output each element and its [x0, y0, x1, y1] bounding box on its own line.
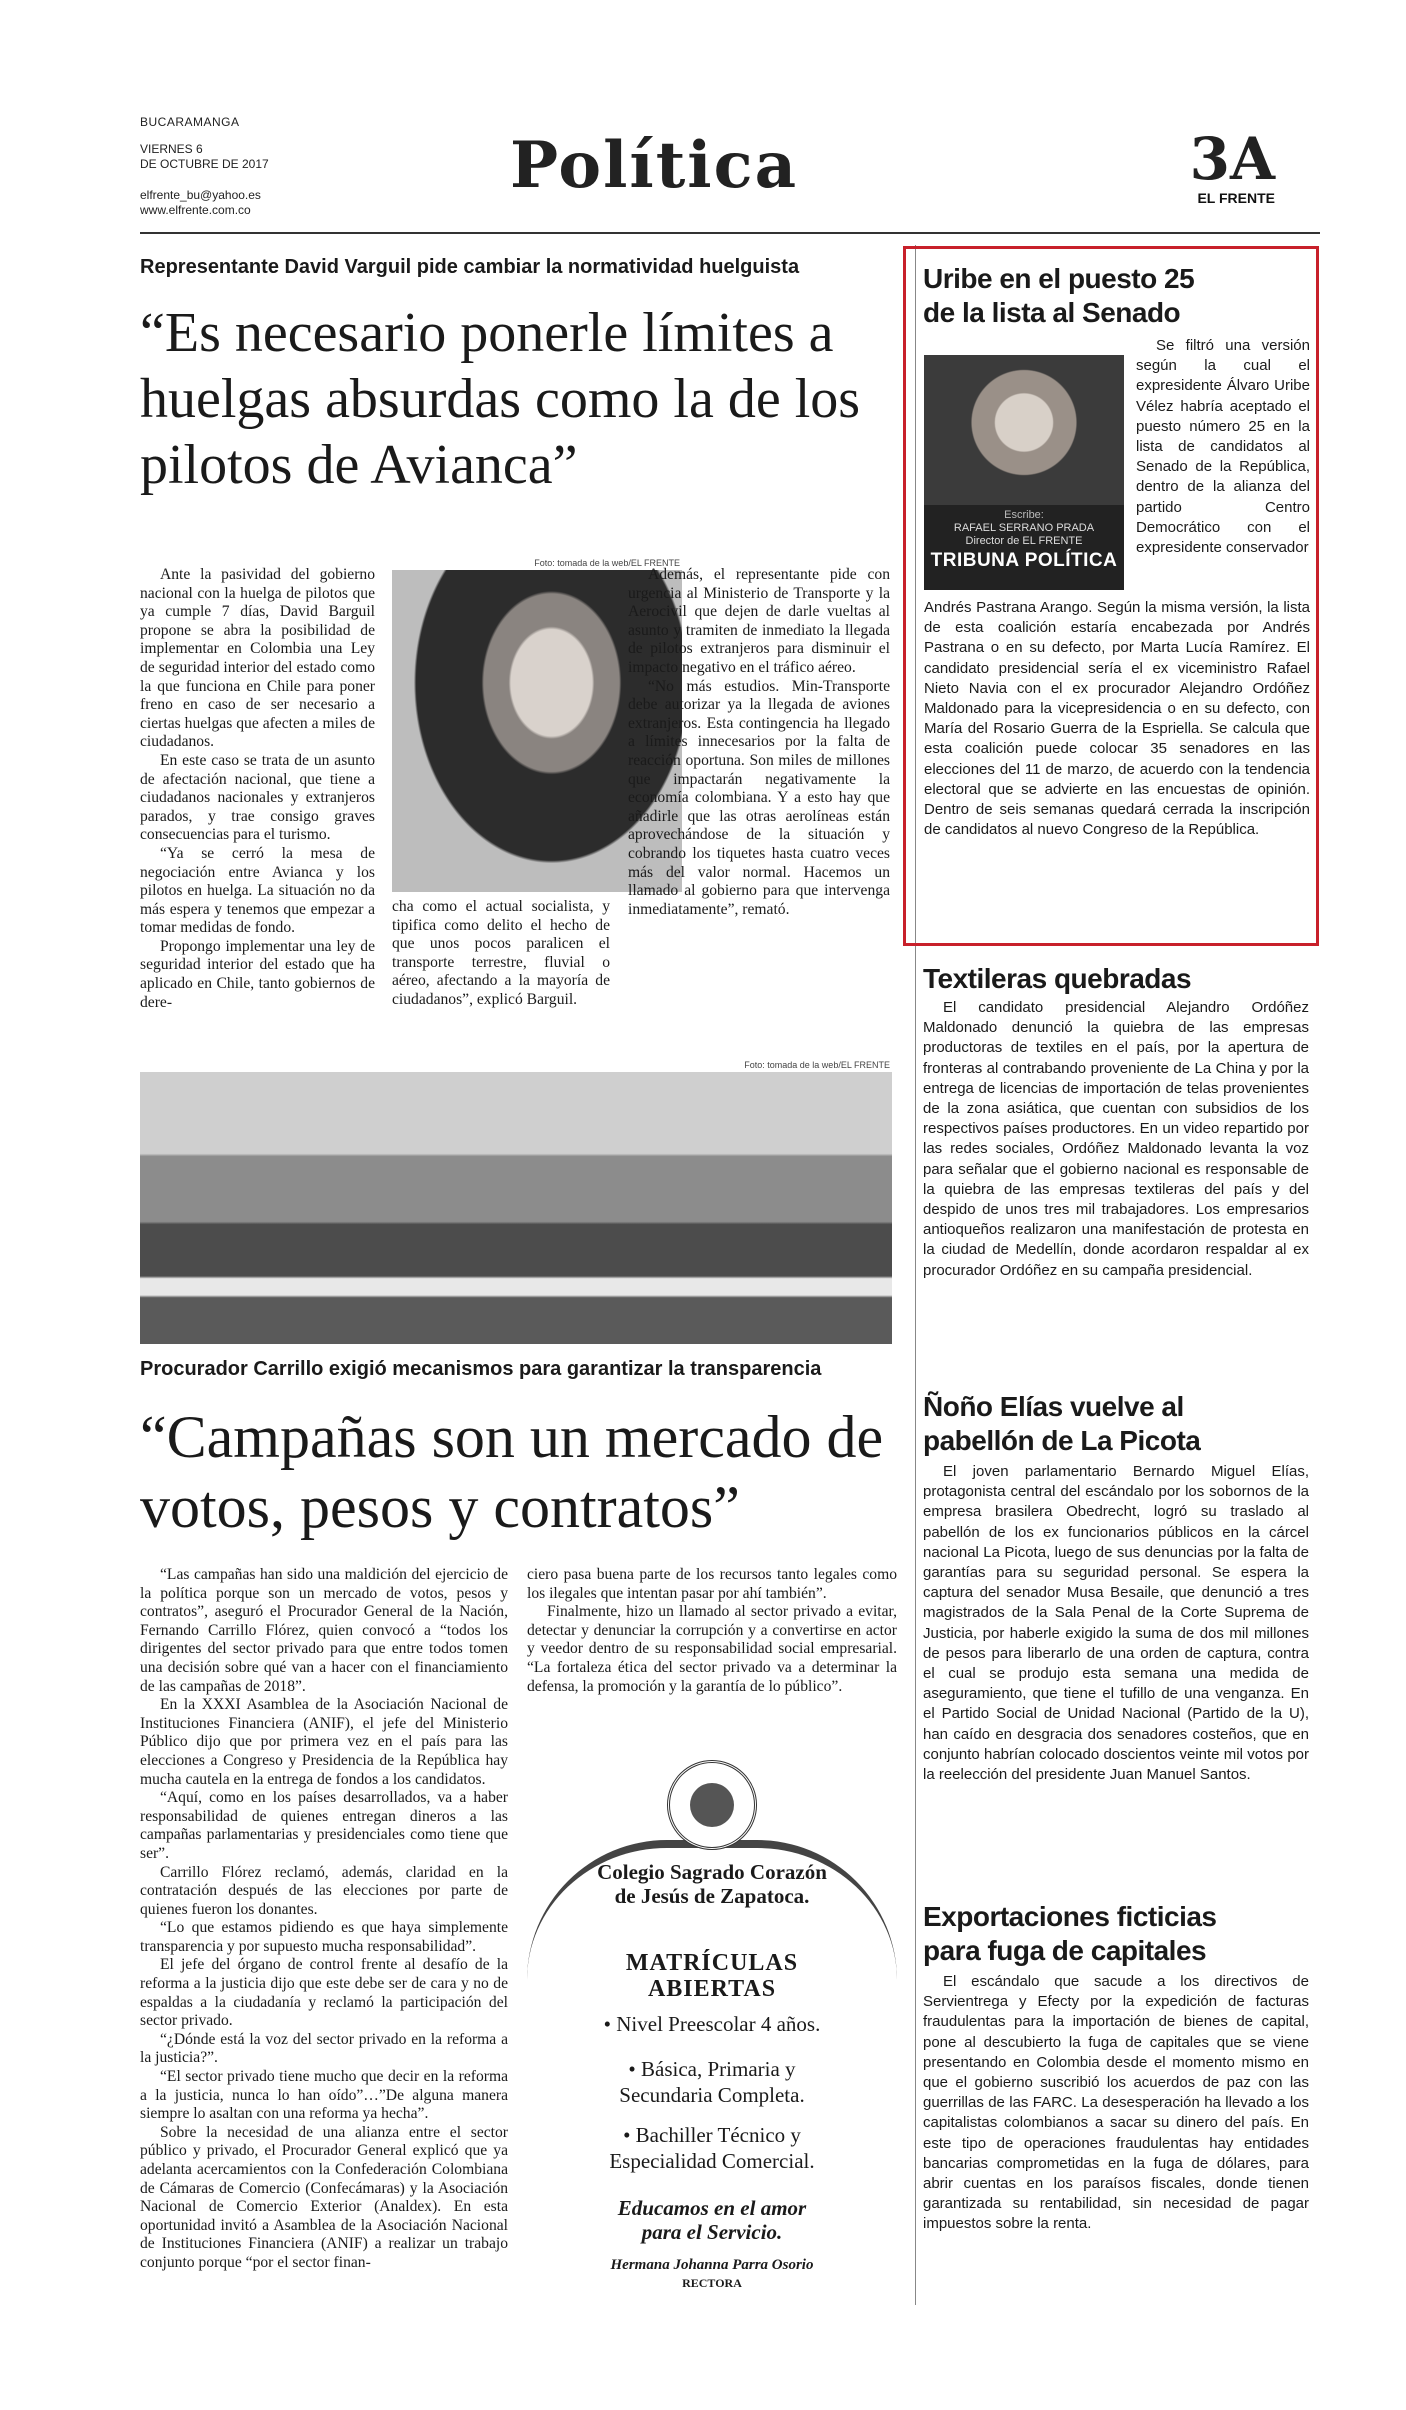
column-name: TRIBUNA POLÍTICA [930, 550, 1118, 571]
article2-paragraph: “El sector privado tiene mucho que decir en la reforma a la justicia, nunca lo han oído”…”De alguna manera siempre lo asaltan con una reforma ya hecha”. [140, 2068, 508, 2123]
article1-paragraph: Propongo implementar una ley de seguridad interior del estado que ha aplicado en Chile, tanto gobiernos de dere- [140, 937, 375, 1011]
tribuna-text-beside [1136, 336, 1310, 558]
article2-paragraph: “¿Dónde está la voz del sector privado en la reforma a la justicia?”. [140, 2030, 508, 2067]
tribuna-headline-line2: de la lista al Senado [923, 297, 1181, 328]
photo2-credit: Foto: tomada de la web/EL FRENTE [744, 1060, 890, 1070]
tribuna-paragraph: Andrés Pastrana Arango. Según la misma versión, la lista de esta coalición estaría encabezada por Andrés Pastrana o en su defecto, por Marta Lucía Ramírez. El candidato presidencial sería el ex viceministro Rafael Nieto Navia con el ex procurador Alejandro Ordóñez Maldonado para la vicepresidencia o en su defecto, con María del Rosario Guerra de la Espriella. Se calcula que esta coalición puede colocar 35 senadores en las elecciones del 11 de marzo, de acuerdo con la tendencia electoral que se advierte en las encuestas de opinión. Dentro de seis semanas quedará cerrada la inscripción de candidatos al nuevo Congreso de la República. [924, 599, 1310, 839]
side3-headline-line2: para fuga de capitales [923, 1935, 1207, 1966]
side2-body [923, 1462, 1309, 1785]
article2-paragraph: Finalmente, hizo un llamado al sector privado a evitar, detectar y denunciar la corrupción y a convertirse en actor y veedor dentro de su responsabilidad social empresarial. “La fortaleza ética del sector privado va a determinar la defensa, la promoción y la garantía de lo público”. [527, 1603, 897, 1695]
ad-title-line1: MATRÍCULAS [625, 1950, 799, 1976]
article1-paragraph: Además, el representante pide con urgencia al Ministerio de Transporte y la Aerocivil que dejen de darle vueltas al asunto y tramiten de inmediato la llegada de pilotos extranjeros para disminuir el impacto negativo en el tráfico aéreo. [628, 566, 890, 676]
side1-paragraph: El candidato presidencial Alejandro Ordóñez Maldonado denunció la quiebra de las empresas productoras de textiles en el país, por la apertura de fronteras al contrabando proveniente de La China y por la entrega de licencias de importación de telas provenientes de la zona asiática, que cuentan con subsidios de los respectivos países productores. En un video repartido por las redes sociales, Ordóñez Maldonado levanta la voz para señalar que el gobierno nacional es responsable de la quiebra de las empresas textileras del país y del despido de unos tres mil trabajadores. Los empresarios antioqueños realizaron una manifestación de protesta en la ciudad de Medellín, donde acordaron respaldar al ex procurador Ordóñez en su campaña presidencial. [923, 999, 1309, 1279]
ad-signer-title: RECTORA [682, 2276, 742, 2290]
article2-paragraph: “Aquí, como en los países desarrollados, va a haber responsabilidad de quienes entregan dineros a las campañas parlamentarias y presidenciales como tiene que ser”. [140, 1789, 508, 1862]
ad-item3-line1: • Bachiller Técnico y [623, 2123, 801, 2147]
ad-title-line2: ABIERTAS [647, 1976, 777, 2002]
article2-col2 [527, 1566, 897, 1696]
ad-title [527, 1950, 897, 2002]
page-number: 3A [1189, 125, 1275, 193]
ad-school-line1: Colegio Sagrado Corazón [597, 1860, 827, 1884]
article2-paragraph: Sobre la necesidad de una alianza entre el sector público y privado, el Procurador General explicó que ya adelanta acercamientos con la Confederación Colombiana de Cámaras de Comercio (Confecámaras) y la Asociación Nacional de Comercio Exterior (Analdex). En esta oportunidad invitó a Asamblea de la Asociación Nacional de Instituciones Financiera (ANIF) a realizar un trabajo conjunto porque “por el sector finan- [140, 2123, 508, 2271]
side3-paragraph: El escándalo que sacude a los directivos de Servientrega y Efecty por la expedición de facturas fraudulentas para la importación de bienes de capital, pone al descubierto la fuga de capitales que se viene presentando en Colombia desde el momento mismo en que el gobierno suscribió los acuerdos de paz con las guerrillas de las FARC. La desesperación ha llevado a los capitalistas colombianos a sacar su dinero del país. En este tipo de operaciones fraudulentas hay entidades bancarias comprometidas en la fuga de dólares, para abrir cuentas en los paraísos fiscales, donde tienen garantizada su rentabilidad, sin necesidad de pagar impuestos sobre la renta. [923, 1973, 1309, 2233]
article2-paragraph: El jefe del órgano de control frente al desafío de la reforma a la justicia dijo que este debe ser de cara y no de espaldas a la ciudadanía y reclamó la participación del sector privado. [140, 1956, 508, 2030]
section-title: Política [510, 128, 799, 203]
masthead-date-line2: DE OCTUBRE DE 2017 [140, 157, 269, 171]
masthead-date-line1: VIERNES 6 [140, 142, 203, 156]
masthead-website: www.elfrente.com.co [140, 203, 251, 217]
article2-kicker: Procurador Carrillo exigió mecanismos para garantizar la transparencia [140, 1358, 822, 1380]
ad-school-name [527, 1860, 897, 1908]
article1-kicker: Representante David Varguil pide cambiar la normatividad huelguista [140, 256, 800, 278]
masthead-email: elfrente_bu@yahoo.es [140, 188, 261, 202]
tribuna-headline-line1: Uribe en el puesto 25 [923, 263, 1195, 294]
paper-name: EL FRENTE [1197, 190, 1275, 206]
masthead-info [140, 115, 360, 218]
ad-item3 [527, 2122, 897, 2174]
school-seal-icon [667, 1760, 757, 1850]
ad-item2-line1: • Básica, Primaria y [628, 2057, 796, 2081]
article2-paragraph: ciero pasa buena parte de los recursos tanto legales como los ilegales que intentan pasar por ahí también”. [527, 1566, 897, 1602]
header-rule [140, 232, 1320, 234]
ad-item3-line2: Especialidad Comercial. [609, 2149, 815, 2173]
ad-signer: Hermana Johanna Parra Osorio [610, 2257, 814, 2273]
article2-paragraph: En la XXXI Asamblea de la Asociación Nacional de Instituciones Financiera (ANIF), el jefe del Ministerio Público dijo que por primera vez en el país para las elecciones a Congreso y Presidencia de la República hay mucha cautela en la entrega de fondos a los candidatos. [140, 1696, 508, 1788]
side3-headline-line1: Exportaciones ficticias [923, 1901, 1217, 1932]
ad-item2 [527, 2056, 897, 2108]
article1-col3 [628, 566, 890, 919]
side2-headline [923, 1390, 1303, 1458]
assembly-photo [140, 1072, 892, 1344]
side1-body [923, 998, 1309, 1281]
author-label: Escribe: [1004, 509, 1044, 521]
article1-paragraph: Ante la pasividad del gobierno nacional con la huelga de pilotos que ya cumple 7 días, David Barguil propone se abra la posibilidad de implementar en Colombia una Ley de seguridad interior del estado como la que funciona en Chile para poner freno en caso de ser necesario a ciertas huelgas que afecten a miles de ciudadanos. [140, 566, 375, 751]
article1-headline: “Es necesario ponerle límites a huelgas absurdas como la de los pilotos de Avianca” [140, 302, 861, 496]
tribuna-headline [923, 262, 1303, 330]
ad-signature [527, 2256, 897, 2292]
side2-headline-line1: Ñoño Elías vuelve al [923, 1391, 1184, 1422]
masthead-date [140, 142, 360, 172]
masthead-city: BUCARAMANGA [140, 115, 240, 129]
article1-paragraph: En este caso se trata de un asunto de afectación nacional, que tiene a ciudadanos nacionales y extranjeros parados, y trae consigo graves consecuencias para el turismo. [140, 751, 375, 844]
article1-paragraph: cha como el actual socialista, y tipifica como delito el hecho de que unos pocos paralicen el transporte terrestre, fluvial o aéreo, afectando a la mayoría de ciudadanos”, explicó Barguil. [392, 898, 610, 1008]
side1-headline: Textileras quebradas [923, 963, 1192, 994]
ad-item2-line2: Secundaria Completa. [619, 2083, 805, 2107]
ad-motto-line1: Educamos en el amor [617, 2196, 807, 2220]
side3-body [923, 1972, 1309, 2235]
article1-paragraph: “Ya se cerró la mesa de negociación entre Avianca y los pilotos en huelga. La situación no da más espera y tenemos que empezar a tomar medidas de fondo. [140, 844, 375, 937]
photo1-credit: Foto: tomada de la web/EL FRENTE [534, 558, 680, 568]
article2-headline: “Campañas son un mercado de votos, pesos y contratos” [140, 1404, 884, 1540]
ad-item1: • Nivel Preescolar 4 años. [603, 2012, 821, 2036]
side2-headline-line2: pabellón de La Picota [923, 1425, 1201, 1456]
article2-paragraph: Carrillo Flórez reclamó, además, claridad en la contratación después de las elecciones por parte de quienes fueron los donantes. [140, 1863, 508, 1918]
tribuna-text-below [924, 598, 1310, 840]
article1-paragraph: “No más estudios. Min-Transporte debe autorizar ya la llegada de aviones extranjeros. Esta contingencia ha llegado a límites innecesarios por la falta de reacción oportuna. Son miles de millones que impactarán negativamente la economía colombiana. Y a esto hay que añadirle que las otras aerolíneas están aprovechándose de la situación y cobrando los tiquetes hasta cuatro veces más del valor normal. Hacemos un llamado al gobierno para que intervenga inmediatamente”, remató. [628, 677, 890, 918]
article1-col2 [392, 898, 610, 1010]
tribuna-paragraph: Se filtró una versión según la cual el expresidente Álvaro Uribe Vélez habría aceptado el puesto número 25 en la lista de candidatos al Senado de la República, dentro de la alianza del partido Centro Democrático con el expresidente conservador [1136, 337, 1310, 557]
author-role: Director de EL FRENTE [965, 535, 1083, 547]
side3-headline [923, 1900, 1303, 1968]
article1-col1 [140, 566, 375, 1012]
article2-col1 [140, 1566, 508, 2273]
author-photo [924, 355, 1124, 505]
author-name: RAFAEL SERRANO PRADA [953, 522, 1095, 534]
article2-paragraph: “Las campañas han sido una maldición del ejercicio de la política porque son un mercado de votos, pesos y contratos”, aseguró el Procurador General de la Nación, Fernando Carrillo Flórez, quien convocó a “todos los dirigentes del sector privado para que entre todos tomen una decisión sobre qué van a hacer con el financiamiento de las campañas de 2018”. [140, 1566, 508, 1695]
ad-motto [527, 2196, 897, 2244]
author-meta [924, 505, 1124, 590]
ad-motto-line2: para el Servicio. [641, 2220, 783, 2244]
ad-school-line2: de Jesús de Zapatoca. [614, 1884, 810, 1908]
article2-paragraph: “Lo que estamos pidiendo es que haya simplemente transparencia y por supuesto mucha responsabilidad”. [140, 1919, 508, 1955]
side2-paragraph: El joven parlamentario Bernardo Miguel Elías, protagonista central del escándalo por los sobornos de la empresa brasilera Obedrecht, logró su traslado al pabellón de los ex funcionarios públicos en la cárcel nacional La Picota, luego de sus denuncias por la falta de garantías para su seguridad personal. Se espera la captura del senador Musa Besaile, que denunció a tres magistrados de la Sala Penal de la Corte Suprema de Justicia, por haberle exigido la suma de dos mil millones de pesos para liberarlo de una orden de captura, contra el cual se produjo esta semana una medida de aseguramiento, que tiene el tufillo de una venganza. En el Partido Social de Unidad Nacional (Partido de la U), han caído en desgracia dos senadores costeños, que en conjunto habrían colocado doscientos veinte mil votos por la reelección del presidente Juan Manuel Santos. [923, 1463, 1309, 1784]
